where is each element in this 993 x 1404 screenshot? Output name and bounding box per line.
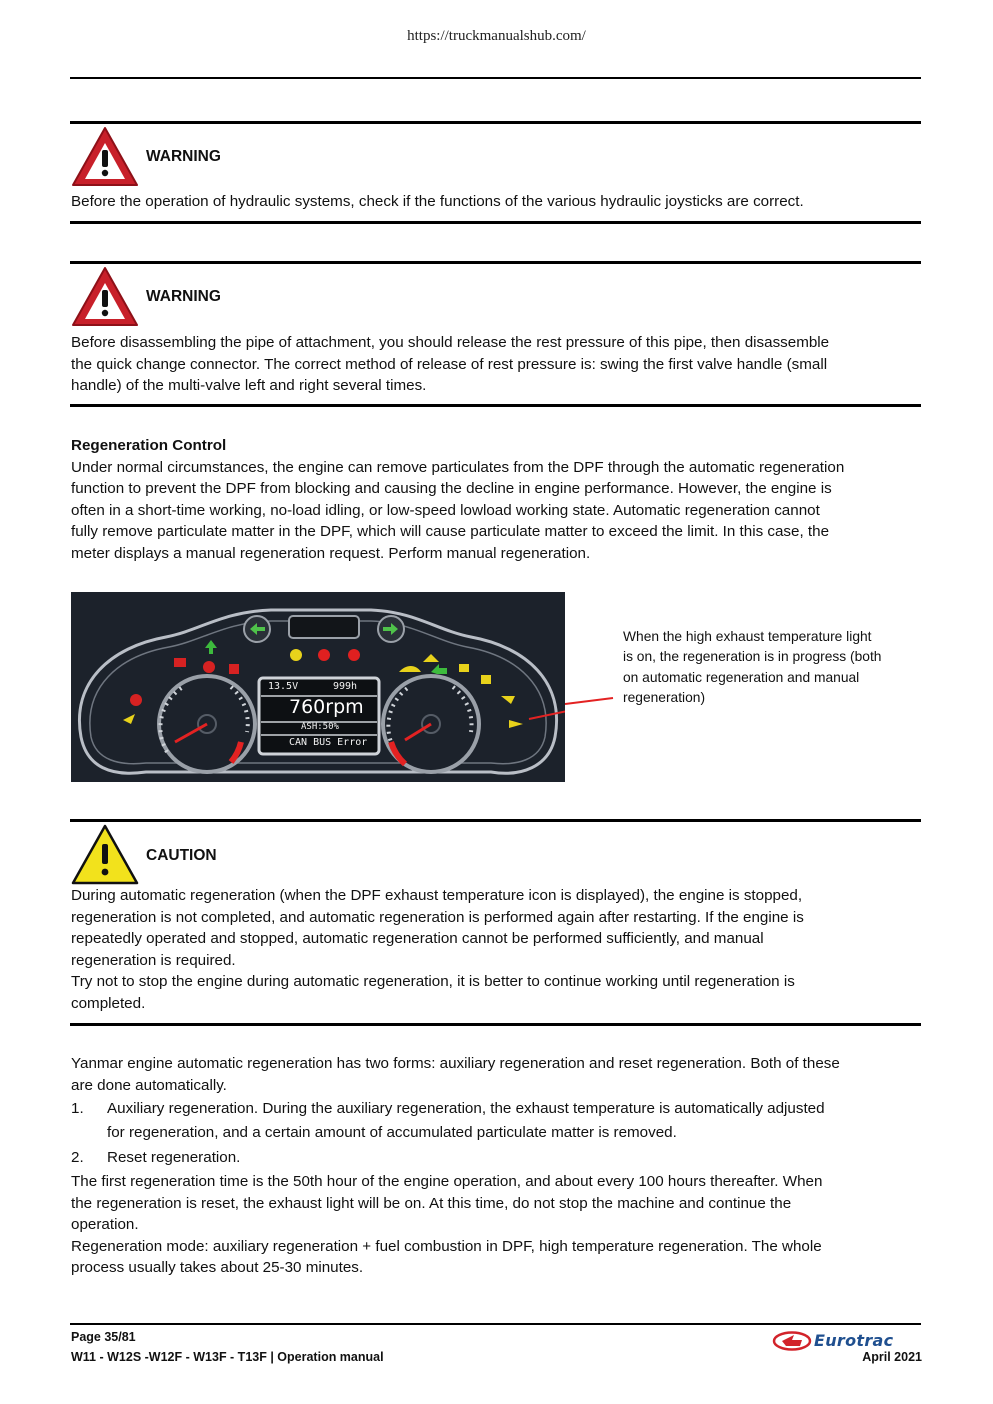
text-line: regeneration) [623, 689, 706, 705]
caution-triangle-icon [71, 824, 139, 886]
list-text [107, 1097, 919, 1145]
text-line: regeneration is required. [71, 951, 236, 969]
text-line: When the high exhaust temperature light [623, 629, 872, 644]
text-line: completed. [71, 994, 146, 1012]
text-line: is on, the regeneration is in progress (both [623, 649, 882, 665]
text-line: the quick change connector. The correct method of release of rest pressure is: swing the first valve handle (small [71, 355, 828, 373]
ash-readout: ASH:50% [301, 722, 339, 732]
warning1-top-rule [70, 121, 921, 124]
page-number: Page 35/81 [71, 1330, 136, 1344]
eurotrac-logo [772, 1331, 922, 1351]
dashboard-note [623, 627, 913, 708]
warning1-bottom-rule [70, 221, 921, 224]
rpm-readout: 760rpm [289, 696, 364, 718]
text-line: Regeneration mode: auxiliary regeneration + fuel combustion in DPF, high temperature regeneration. The whole [71, 1237, 822, 1255]
caution-title: CAUTION [146, 847, 217, 864]
eurotrac-emblem-icon [772, 1331, 812, 1351]
text-line: Before disassembling the pipe of attachment, you should release the rest pressure of this pipe, then disassemble [71, 334, 830, 351]
text-line: fully remove particulate matter in the DPF, which will cause particulate matter to exceed the limit. In this case, the [71, 523, 830, 541]
warning-triangle-icon [71, 126, 139, 188]
list-number: 2. [71, 1149, 84, 1166]
text-line: function to prevent the DPF from blocking and causing the decline in engine performance. However, the engine is [71, 480, 832, 498]
warning1-title: WARNING [146, 148, 221, 165]
dashboard-image [71, 592, 565, 782]
regeneration-section [71, 435, 921, 565]
text-line: Under normal circumstances, the engine can remove particulates from the DPF through the automatic regeneration [71, 458, 845, 476]
text-line: regeneration is not completed, and automatic regeneration is performed again after restarting. If the engine is [71, 908, 804, 926]
warning2-top-rule [70, 261, 921, 264]
text-line: often in a short-time working, no-load idling, or low-speed lowload working state. Automatic regeneration cannot [71, 501, 820, 519]
voltage-readout: 13.5V [268, 681, 299, 692]
text-line: process usually takes about 25-30 minutes. [71, 1259, 364, 1277]
caution-top-rule [70, 819, 921, 822]
warning-triangle-icon [71, 266, 139, 328]
footer-rule [70, 1323, 921, 1325]
text-line: Try not to stop the engine during automatic regeneration, it is better to continue working until regeneration is [71, 973, 795, 991]
warning2-title: WARNING [146, 288, 221, 305]
source-url[interactable]: https://truckmanualshub.com/ [407, 28, 586, 44]
warning1-text: Before the operation of hydraulic systems, check if the functions of the various hydraulic joysticks are correct. [71, 193, 804, 210]
text-line: Yanmar engine automatic regeneration has two forms: auxiliary regeneration and reset regeneration. Both of these [71, 1055, 840, 1072]
error-readout: CAN BUS Error [289, 737, 368, 748]
caution-text [71, 885, 921, 1015]
list-number: 1. [71, 1100, 84, 1117]
text-line: repeatedly operated and stopped, automatic regeneration cannot be performed sufficiently, and manual [71, 930, 764, 948]
text-line: are done automatically. [71, 1076, 227, 1094]
caution-bottom-rule [70, 1023, 921, 1026]
text-line: operation. [71, 1216, 139, 1234]
text-line: Auxiliary regeneration. During the auxiliary regeneration, the exhaust temperature is automatically adjusted [107, 1100, 825, 1117]
text-line: the regeneration is reset, the exhaust light will be on. At this time, do not stop the machine and continue the [71, 1194, 792, 1212]
header-rule [70, 77, 921, 79]
text-line: for regeneration, and a certain amount of accumulated particulate matter is removed. [107, 1124, 677, 1141]
intro-paragraph [71, 1053, 921, 1096]
list-item [71, 1097, 921, 1145]
callout-line [565, 690, 625, 720]
section-heading: Regeneration Control [71, 437, 227, 454]
text-line: During automatic regeneration (when the DPF exhaust temperature icon is displayed), the engine is stopped, [71, 887, 803, 904]
list-text [107, 1146, 919, 1170]
publication-date: April 2021 [862, 1350, 922, 1364]
document-title: W11 - W12S -W12F - W13F - T13F | Operation manual [71, 1350, 384, 1364]
warning2-text [71, 332, 921, 397]
text-line: Reset regeneration. [107, 1149, 241, 1166]
text-line: meter displays a manual regeneration request. Perform manual regeneration. [71, 544, 591, 562]
brand-name: Eurotrac [814, 1331, 894, 1350]
outro-paragraph [71, 1171, 921, 1279]
text-line: handle) of the multi-valve left and right several times. [71, 377, 427, 395]
text-line: The first regeneration time is the 50th hour of the engine operation, and about every 100 hours thereafter. When [71, 1173, 823, 1190]
list-item [71, 1146, 921, 1170]
hours-readout: 999h [333, 681, 358, 692]
warning2-bottom-rule [70, 404, 921, 407]
text-line: on automatic regeneration and manual [623, 669, 860, 685]
